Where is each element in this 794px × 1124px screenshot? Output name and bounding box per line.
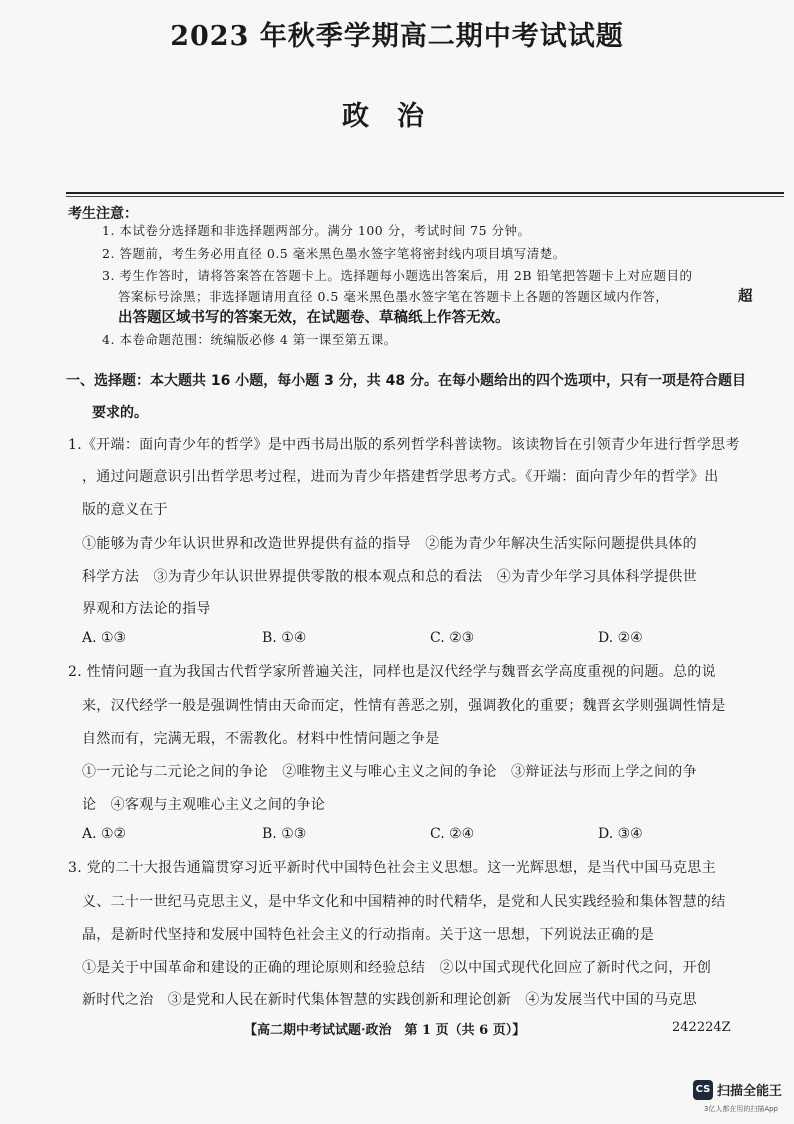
question-text: 晶，是新时代坚持和发展中国特色社会主义的行动指南。关于这一思想，下列说法正确的是 xyxy=(82,927,654,943)
scanner-tagline: 3亿人都在用的扫描App xyxy=(703,1105,778,1113)
scanner-watermark xyxy=(693,1079,782,1113)
answer-option-c: C. ②④ xyxy=(430,826,475,842)
answer-option-a: A. ①③ xyxy=(82,630,127,646)
notice-item-bold: 超 xyxy=(738,289,753,305)
question-text: 自然而有，完满无瑕，不需教化。材料中性情问题之争是 xyxy=(82,731,440,747)
question-text: 义、二十一世纪马克思主义，是中华文化和中国精神的时代精华，是党和人民实践经验和集体智慧的结 xyxy=(82,894,726,910)
question-text: 2. 性情问题一直为我国古代哲学家所普遍关注，同样也是汉代经学与魏晋玄学高度重视的问题。总的说 xyxy=(68,664,716,680)
answer-option-a: A. ①② xyxy=(82,826,127,842)
question-statements: 论 ④客观与主观唯心主义之间的争论 xyxy=(82,797,326,813)
answer-option-b: B. ①④ xyxy=(262,630,307,646)
notice-item: 4. 本卷命题范围：统编版必修 4 第一课至第五课。 xyxy=(102,332,397,347)
notice-item: 2. 答题前，考生务必用直径 0.5 毫米黑色墨水签字笔将密封线内项目填写清楚。 xyxy=(102,246,566,261)
answer-option-c: C. ②③ xyxy=(430,630,475,646)
question-statements: 界观和方法论的指导 xyxy=(82,601,211,617)
notice-item: 3. 考生作答时，请将答案答在答题卡上。选择题每小题选出答案后，用 2B 铅笔把答题卡上对应题目的 xyxy=(102,268,693,283)
question-text: ，通过问题意识引出哲学思考过程，进而为青少年搭建哲学思考方式。《开端：面向青少年的哲学》出 xyxy=(82,469,719,485)
scanner-logo-icon: CS xyxy=(693,1080,713,1100)
answer-option-b: B. ①③ xyxy=(262,826,307,842)
question-statements: 新时代之治 ③是党和人民在新时代集体智慧的实践创新和理论创新 ④为发展当代中国的马克思 xyxy=(82,992,697,1008)
subject-title: 政治 xyxy=(342,101,452,132)
header-divider-thick xyxy=(66,192,784,194)
question-text: 3. 党的二十大报告通篇贯穿习近平新时代中国特色社会主义思想。这一光辉思想，是当代中国马克思主 xyxy=(68,860,716,876)
notice-item-bold: 出答题区域书写的答案无效，在试题卷、草稿纸上作答无效。 xyxy=(118,310,510,326)
page-footer: 【高二期中考试试题·政治 第 1 页（共 6 页）】 xyxy=(244,1023,526,1038)
section-heading: 一、选择题：本大题共 16 小题，每小题 3 分，共 48 分。在每小题给出的四个选项中，只有一项是符合题目 xyxy=(66,373,746,389)
question-statements: ①能够为青少年认识世界和改造世界提供有益的指导 ②能为青少年解决生活实际问题提供具体的 xyxy=(82,536,697,552)
section-heading-cont: 要求的。 xyxy=(92,405,148,421)
question-text: 版的意义在于 xyxy=(82,502,168,518)
question-statements: ①一元论与二元论之间的争论 ②唯物主义与唯心主义之间的争论 ③辩证法与形而上学之间的争 xyxy=(82,764,697,780)
question-statements: ①是关于中国革命和建设的正确的理论原则和经验总结 ②以中国式现代化回应了新时代之问，开创 xyxy=(82,960,712,976)
answer-option-d: D. ③④ xyxy=(598,826,643,842)
question-statements: 科学方法 ③为青少年认识世界提供零散的根本观点和总的看法 ④为青少年学习具体科学提供世 xyxy=(82,569,697,585)
notice-item: 1. 本试卷分选择题和非选择题两部分。满分 100 分，考试时间 75 分钟。 xyxy=(102,223,531,238)
scanner-app-name: 扫描全能王 xyxy=(716,1084,782,1099)
paper-code: 242224Z xyxy=(672,1020,731,1035)
notice-item: 答案标号涂黑；非选择题请用直径 0.5 毫米黑色墨水签字笔在答题卡上各题的答题区域内作答， xyxy=(118,289,669,304)
header-divider-thin xyxy=(66,196,784,197)
notice-heading: 考生注意： xyxy=(68,206,138,222)
exam-title: 2023 年秋季学期高二期中考试试题 xyxy=(170,21,624,52)
answer-option-d: D. ②④ xyxy=(598,630,643,646)
question-text: 来，汉代经学一般是强调性情由天命而定，性情有善恶之别，强调教化的重要；魏晋玄学则强调性情是 xyxy=(82,698,726,714)
question-text: 1.《开端：面向青少年的哲学》是中西书局出版的系列哲学科普读物。该读物旨在引领青少年进行哲学思考 xyxy=(68,437,740,453)
